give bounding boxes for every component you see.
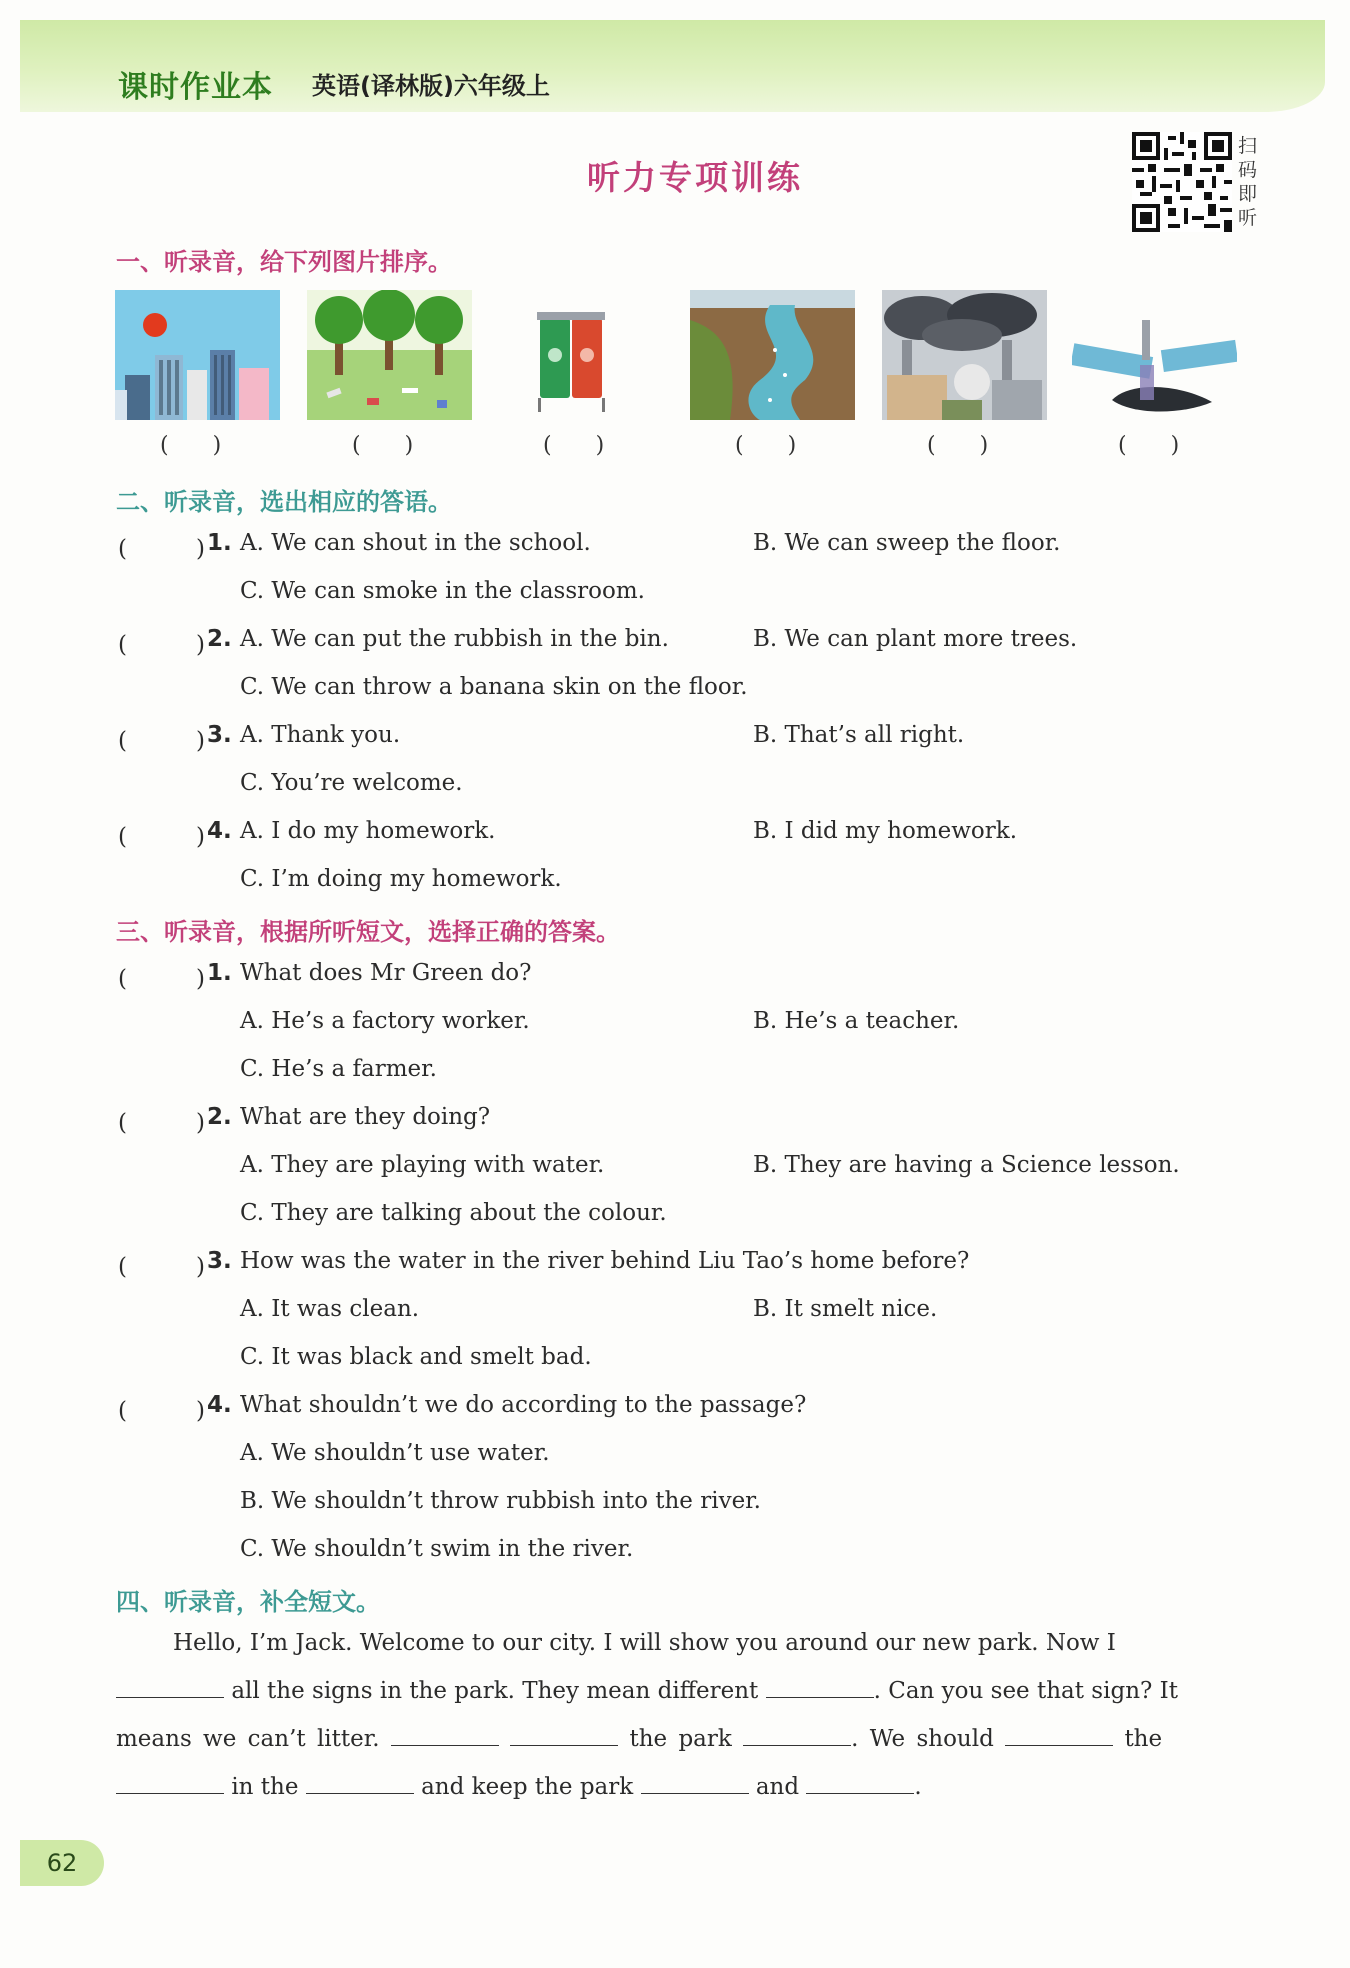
answer-bracket[interactable]: ( ) (118, 632, 205, 658)
answer-bracket[interactable]: ( ) (118, 536, 205, 562)
option-b: B. We can plant more trees. (753, 626, 1078, 652)
option-c: C. It was black and smelt bad. (240, 1344, 592, 1370)
park-litter-picture (307, 290, 472, 420)
passage-text: and keep the park (421, 1774, 634, 1800)
polluted-river-picture (690, 290, 855, 420)
picture-6-answer[interactable]: ( ) (1118, 433, 1180, 458)
section4-title: 四、听录音，补全短文。 (116, 1588, 380, 1616)
option-b: B. We shouldn’t throw rubbish into the river. (240, 1488, 761, 1514)
option-b: B. I did my homework. (753, 818, 1018, 844)
question-number: 4. (207, 1392, 232, 1418)
qr-label (1238, 134, 1264, 230)
passage-text: and (755, 1774, 800, 1800)
passage-line-2 (116, 1678, 1178, 1704)
option-a: A. He’s a factory worker. (240, 1008, 530, 1034)
question-number: 4. (207, 818, 232, 844)
blank-1[interactable] (116, 1696, 224, 1698)
recycling-bins-picture (520, 290, 685, 420)
qr-label-char: 听 (1238, 207, 1258, 229)
blank-7[interactable] (116, 1792, 224, 1794)
option-a: A. We can shout in the school. (240, 530, 591, 556)
option-b: B. We can sweep the floor. (753, 530, 1061, 556)
option-a: A. We shouldn’t use water. (240, 1440, 550, 1466)
blank-8[interactable] (306, 1792, 414, 1794)
question-number: 1. (207, 530, 232, 556)
picture-4-answer[interactable]: ( ) (735, 433, 797, 458)
question-number: 2. (207, 626, 232, 652)
option-b: B. They are having a Science lesson. (753, 1152, 1180, 1178)
picture-3-answer[interactable]: ( ) (543, 433, 605, 458)
option-a: A. I do my homework. (240, 818, 496, 844)
blank-2[interactable] (766, 1696, 874, 1698)
option-c: C. You’re welcome. (240, 770, 463, 796)
picture-5-answer[interactable]: ( ) (927, 433, 989, 458)
question-text: What are they doing? (240, 1104, 491, 1130)
answer-bracket[interactable]: ( ) (118, 728, 205, 754)
picture-2-answer[interactable]: ( ) (352, 433, 414, 458)
question-number: 3. (207, 722, 232, 748)
section1-title: 一、听录音，给下列图片排序。 (116, 248, 452, 276)
option-b: B. He’s a teacher. (753, 1008, 960, 1034)
passage-line-1: Hello, I’m Jack. Welcome to our city. I will show you around our new park. Now I (173, 1630, 1116, 1656)
blank-6[interactable] (1005, 1744, 1113, 1746)
option-a: A. It was clean. (240, 1296, 420, 1322)
option-c: C. We can smoke in the classroom. (240, 578, 645, 604)
option-c: C. They are talking about the colour. (240, 1200, 667, 1226)
section3-title: 三、听录音，根据所听短文，选择正确的答案。 (116, 918, 620, 946)
qr-label-char: 扫 (1238, 135, 1258, 157)
answer-bracket[interactable]: ( ) (118, 1110, 205, 1136)
option-a: A. They are playing with water. (240, 1152, 605, 1178)
passage-text: . (914, 1774, 922, 1800)
book-info: 英语(译林版)六年级上 (312, 72, 550, 100)
section2-title: 二、听录音，选出相应的答语。 (116, 488, 452, 516)
passage-text: . We should (851, 1726, 994, 1752)
passage-text: the (1124, 1726, 1163, 1752)
blank-5[interactable] (743, 1744, 851, 1746)
qr-label-char: 码 (1238, 159, 1258, 181)
passage-text: all the signs in the park. They mean different (231, 1678, 759, 1704)
pipe-pollution-picture (1072, 290, 1237, 420)
answer-bracket[interactable]: ( ) (118, 824, 205, 850)
option-c: C. I’m doing my homework. (240, 866, 562, 892)
question-text: What shouldn’t we do according to the passage? (240, 1392, 807, 1418)
option-b: B. It smelt nice. (753, 1296, 938, 1322)
qr-code-icon[interactable] (1132, 132, 1232, 232)
option-c: C. He’s a farmer. (240, 1056, 437, 1082)
option-c: C. We shouldn’t swim in the river. (240, 1536, 634, 1562)
blank-4[interactable] (510, 1744, 618, 1746)
brand-title: 课时作业本 (118, 70, 273, 105)
passage-text: means we can’t litter. (116, 1726, 380, 1752)
picture-1-answer[interactable]: ( ) (160, 433, 222, 458)
passage-text: in the (231, 1774, 299, 1800)
answer-bracket[interactable]: ( ) (118, 1254, 205, 1280)
passage-text: the park (629, 1726, 732, 1752)
blank-10[interactable] (806, 1792, 914, 1794)
option-c: C. We can throw a banana skin on the floor. (240, 674, 748, 700)
passage-line-4 (116, 1774, 922, 1800)
option-b: B. That’s all right. (753, 722, 965, 748)
question-number: 2. (207, 1104, 232, 1130)
answer-bracket[interactable]: ( ) (118, 1398, 205, 1424)
question-text: How was the water in the river behind Liu Tao’s home before? (240, 1248, 970, 1274)
blank-3[interactable] (391, 1744, 499, 1746)
passage-text: . Can you see that sign? It (873, 1678, 1178, 1704)
option-a: A. Thank you. (240, 722, 401, 748)
city-skyline-picture (115, 290, 280, 420)
factory-smoke-picture (882, 290, 1047, 420)
option-a: A. We can put the rubbish in the bin. (240, 626, 669, 652)
answer-bracket[interactable]: ( ) (118, 966, 205, 992)
page-title: 听力专项训练 (587, 158, 803, 197)
question-number: 3. (207, 1248, 232, 1274)
question-number: 1. (207, 960, 232, 986)
qr-label-char: 即 (1238, 183, 1258, 205)
blank-9[interactable] (641, 1792, 749, 1794)
question-text: What does Mr Green do? (240, 960, 532, 986)
page-number: 62 (20, 1840, 104, 1886)
passage-line-3 (116, 1726, 1162, 1752)
